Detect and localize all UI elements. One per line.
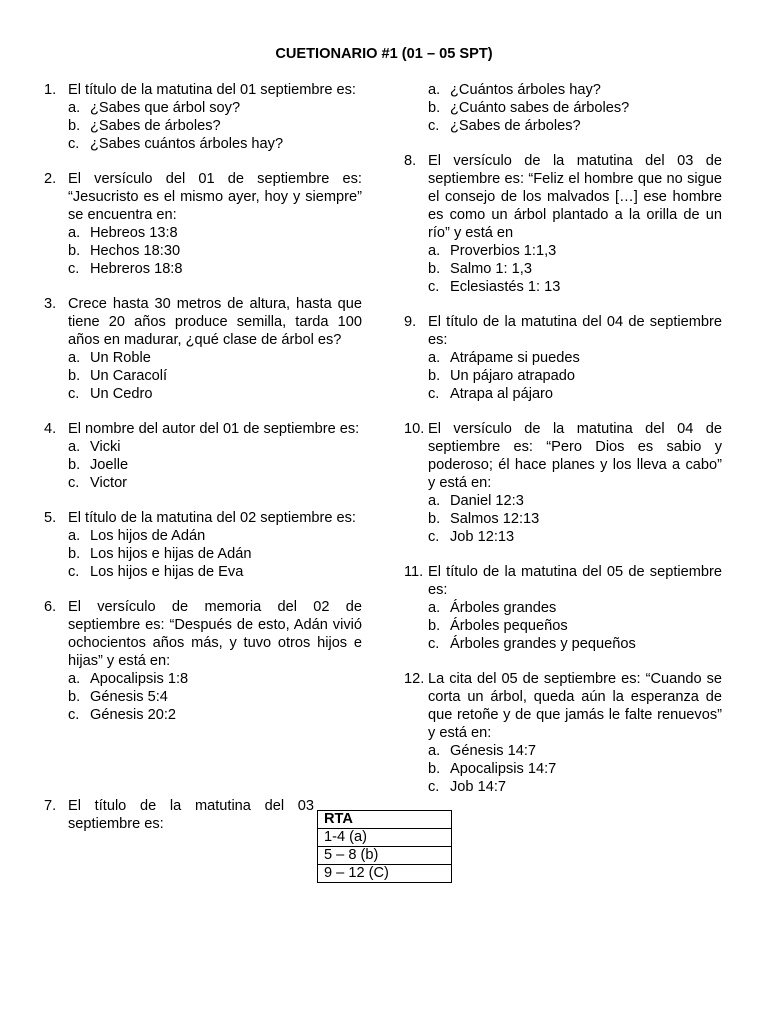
- option-text: Génesis 5:4: [90, 689, 168, 705]
- option-text: Apocalipsis 1:8: [90, 671, 189, 687]
- question-number: 7.: [44, 798, 57, 814]
- option-text: Hebreos 13:8: [90, 225, 178, 241]
- option-letter: c.: [68, 261, 80, 277]
- answer-option: [428, 242, 722, 260]
- option-letter: b.: [428, 511, 441, 527]
- option-letter: a.: [68, 225, 81, 241]
- answer-option: [68, 385, 362, 403]
- option-text: Atrápame si puedes: [450, 350, 580, 366]
- option-letter: c.: [68, 136, 80, 152]
- answer-option: [68, 456, 362, 474]
- option-text: Un Roble: [90, 350, 151, 366]
- option-letter: c.: [428, 386, 440, 402]
- answer-option: [428, 385, 722, 403]
- answer-option: [428, 81, 722, 99]
- option-letter: a.: [428, 82, 441, 98]
- answer-key-table: [317, 810, 452, 883]
- answer-option: [68, 670, 362, 688]
- option-letter: a.: [428, 493, 441, 509]
- question-item: [404, 152, 722, 296]
- answer-option: [68, 706, 362, 724]
- question-number: 12.: [404, 671, 425, 687]
- question-7: [44, 797, 314, 833]
- answer-option: [428, 349, 722, 367]
- question-item: [44, 295, 362, 403]
- answer-option: [428, 599, 722, 617]
- question-item: [404, 313, 722, 403]
- answer-option: [68, 563, 362, 581]
- option-text: Árboles grandes y pequeños: [450, 636, 636, 652]
- option-text: ¿Sabes de árboles?: [450, 118, 581, 134]
- document-title: CUETIONARIO #1 (01 – 05 SPT): [275, 46, 493, 62]
- answer-option: [428, 492, 722, 510]
- option-letter: a.: [428, 743, 441, 759]
- left-column: [44, 81, 362, 741]
- option-text: Salmo 1: 1,3: [450, 261, 532, 277]
- option-letter: b.: [68, 243, 81, 259]
- option-text: Salmos 12:13: [450, 511, 540, 527]
- option-text: Los hijos e hijas de Eva: [90, 564, 244, 580]
- option-text: Eclesiastés 1: 13: [450, 279, 561, 295]
- question-text-line: El título de la matutina del 03: [68, 798, 314, 814]
- option-letter: c.: [428, 118, 440, 134]
- option-text: ¿Cuántos árboles hay?: [450, 82, 601, 98]
- answer-option: [68, 545, 362, 563]
- option-letter: a.: [68, 350, 81, 366]
- answer-option: [68, 99, 362, 117]
- question-text: El título de la matutina del 01 septiembre es:: [68, 82, 356, 98]
- option-letter: a.: [68, 528, 81, 544]
- answer-key-header: RTA: [318, 811, 452, 829]
- answer-option: [428, 117, 722, 135]
- answer-option: [68, 224, 362, 242]
- answer-option: [68, 117, 362, 135]
- question-item: [44, 170, 362, 278]
- question-text: El nombre del autor del 01 de septiembre es:: [68, 421, 360, 437]
- option-text: Vicki: [90, 439, 121, 455]
- question-number: 11.: [404, 564, 424, 580]
- option-letter: a.: [68, 671, 81, 687]
- option-text: Génesis 20:2: [90, 707, 176, 723]
- question-item: [404, 670, 722, 796]
- answer-option: [428, 778, 722, 796]
- option-letter: c.: [68, 564, 80, 580]
- question-number: 10.: [404, 421, 425, 437]
- option-text: ¿Sabes de árboles?: [90, 118, 221, 134]
- question-number: 8.: [404, 153, 417, 169]
- question-number: 1.: [44, 82, 57, 98]
- option-letter: b.: [68, 689, 81, 705]
- question-number: 9.: [404, 314, 417, 330]
- answer-option: [428, 367, 722, 385]
- answer-option: [428, 260, 722, 278]
- question-text: El versículo de memoria del 02 de septiembre es: “Después de esto, Adán vivió ochocientos años más, y tuvo otros hijos e hijas” y está en:: [68, 599, 362, 669]
- question-text: El versículo de la matutina del 04 de septiembre es: “Pero Dios es sabio y poderoso; él hace planes y los lleva a cabo” y está en:: [428, 421, 722, 491]
- answer-option: [428, 617, 722, 635]
- answer-option: [68, 367, 362, 385]
- option-letter: a.: [428, 600, 441, 616]
- option-letter: b.: [428, 618, 441, 634]
- right-column: [404, 81, 722, 813]
- option-letter: c.: [68, 386, 80, 402]
- answer-option: [68, 349, 362, 367]
- answer-option: [68, 527, 362, 545]
- option-text: Los hijos de Adán: [90, 528, 206, 544]
- option-text: Árboles pequeños: [450, 618, 568, 634]
- question-item: [44, 81, 362, 153]
- option-letter: a.: [428, 350, 441, 366]
- answer-key-row: 5 – 8 (b): [318, 847, 452, 865]
- option-letter: c.: [68, 475, 80, 491]
- answer-option: [68, 474, 362, 492]
- option-text: Joelle: [90, 457, 129, 473]
- answer-option: [68, 438, 362, 456]
- question-number: 6.: [44, 599, 57, 615]
- answer-key-row: 9 – 12 (C): [318, 865, 452, 883]
- option-letter: c.: [428, 279, 440, 295]
- option-text: Génesis 14:7: [450, 743, 536, 759]
- answer-option: [68, 260, 362, 278]
- question-text: El versículo de la matutina del 03 de septiembre es: “Feliz el hombre que no sigue el consejo de los malvados […] ese hombre es como un árbol plantado a la orilla de un río” y está en: [428, 153, 722, 241]
- question-text: La cita del 05 de septiembre es: “Cuando se corta un árbol, queda aún la esperanza de que retoñe y de que jamás le falte renuevos” y está en:: [428, 671, 722, 741]
- option-text: Un pájaro atrapado: [450, 368, 575, 384]
- question-number: 4.: [44, 421, 57, 437]
- option-letter: c.: [68, 707, 80, 723]
- question-item: [404, 563, 722, 653]
- question-number: 3.: [44, 296, 57, 312]
- question-text: El título de la matutina del 05 de septiembre es:: [428, 564, 722, 598]
- option-text: Los hijos e hijas de Adán: [90, 546, 252, 562]
- option-letter: b.: [68, 457, 81, 473]
- question-text: Crece hasta 30 metros de altura, hasta que tiene 20 años produce semilla, tarda 100 años en madurar, ¿qué clase de árbol es?: [68, 296, 362, 348]
- answer-option: [428, 278, 722, 296]
- option-text: Daniel 12:3: [450, 493, 524, 509]
- answer-key-row: 1-4 (a): [318, 829, 452, 847]
- option-text: Hechos 18:30: [90, 243, 181, 259]
- option-letter: b.: [428, 761, 441, 777]
- option-text: Un Cedro: [90, 386, 153, 402]
- option-letter: c.: [428, 779, 440, 795]
- option-text: Job 12:13: [450, 529, 515, 545]
- answer-option: [428, 635, 722, 653]
- option-letter: b.: [68, 546, 81, 562]
- option-text: ¿Cuánto sabes de árboles?: [450, 100, 630, 116]
- answer-option: [68, 688, 362, 706]
- option-text: Proverbios 1:1,3: [450, 243, 557, 259]
- question-text: El versículo del 01 de septiembre es: “Jesucristo es el mismo ayer, hoy y siempre” se encuentra en:: [68, 171, 362, 223]
- option-letter: c.: [428, 636, 440, 652]
- question-item: [404, 420, 722, 546]
- question-item: [44, 509, 362, 581]
- question-text-line: septiembre es:: [68, 816, 164, 832]
- answer-option: [428, 528, 722, 546]
- option-letter: b.: [68, 118, 81, 134]
- option-letter: b.: [428, 100, 441, 116]
- question-text: El título de la matutina del 02 septiembre es:: [68, 510, 356, 526]
- answer-option: [428, 510, 722, 528]
- option-text: ¿Sabes cuántos árboles hay?: [90, 136, 284, 152]
- question-item: [44, 420, 362, 492]
- option-letter: b.: [68, 368, 81, 384]
- question-7-options: [404, 81, 722, 135]
- answer-option: [68, 135, 362, 153]
- option-text: Hebreros 18:8: [90, 261, 183, 277]
- answer-option: [428, 742, 722, 760]
- question-number: 2.: [44, 171, 57, 187]
- answer-option: [68, 242, 362, 260]
- option-letter: c.: [428, 529, 440, 545]
- option-letter: b.: [428, 368, 441, 384]
- option-text: Atrapa al pájaro: [450, 386, 554, 402]
- answer-option: [428, 760, 722, 778]
- option-letter: a.: [68, 100, 81, 116]
- question-item: [44, 598, 362, 724]
- option-text: Árboles grandes: [450, 600, 557, 616]
- question-number: 5.: [44, 510, 57, 526]
- option-letter: b.: [428, 261, 441, 277]
- option-letter: a.: [68, 439, 81, 455]
- option-text: Victor: [90, 475, 128, 491]
- answer-option: [428, 99, 722, 117]
- question-text: El título de la matutina del 04 de septiembre es:: [428, 314, 722, 348]
- option-letter: a.: [428, 243, 441, 259]
- option-text: Apocalipsis 14:7: [450, 761, 557, 777]
- option-text: Un Caracolí: [90, 368, 168, 384]
- option-text: Job 14:7: [450, 779, 506, 795]
- option-text: ¿Sabes que árbol soy?: [90, 100, 241, 116]
